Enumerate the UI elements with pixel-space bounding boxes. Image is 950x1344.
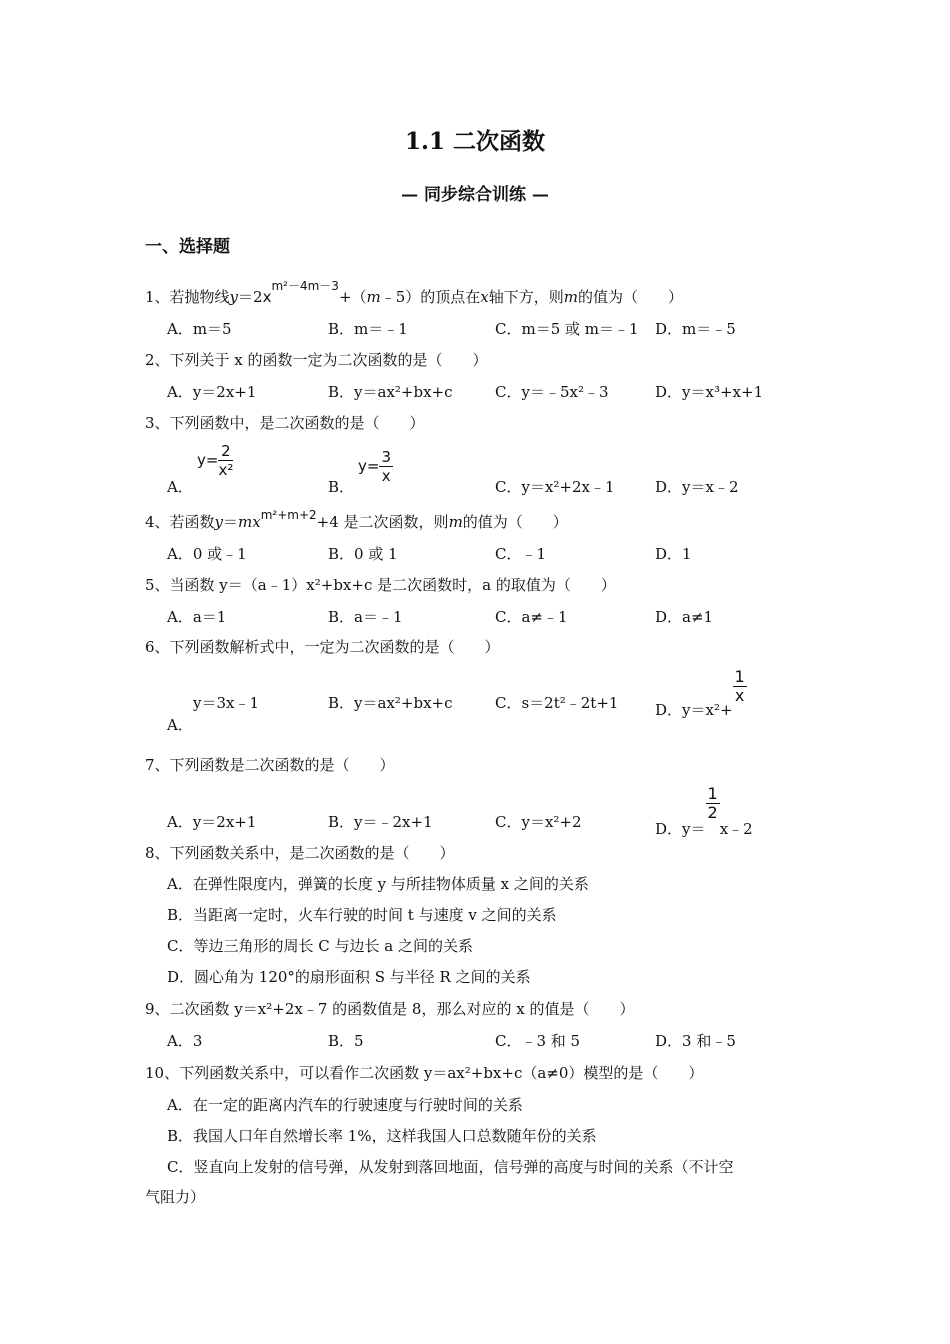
question-10: 10、下列函数关系中，可以看作二次函数 y＝ax²+bx+c（a≠0）模型的是（ ） [145, 1064, 704, 1082]
question-3: 3、下列函数中，是二次函数的是（ ） [145, 414, 425, 432]
q4-option-b: B．0 或 1 [328, 545, 398, 563]
q1-option-b: B．m＝﹣1 [328, 320, 408, 338]
q1-post3: 轴下方，则 [488, 288, 564, 306]
q5-option-d: D．a≠1 [655, 608, 714, 626]
q5-option-b: B．a＝﹣1 [328, 608, 403, 626]
q3-a-denominator: x² [218, 461, 234, 479]
q3-b-numerator: 3 [381, 448, 391, 466]
q1-x: x [480, 288, 489, 306]
question-8: 8、下列函数关系中，是二次函数的是（ ） [145, 844, 455, 862]
q8-option-d: D．圆心角为 120°的扇形面积 S 与半径 R 之间的关系 [167, 968, 531, 986]
q4-option-d: D．1 [655, 545, 692, 563]
q7-d-numerator: 1 [707, 784, 718, 803]
q9-option-c: C．﹣3 和 5 [495, 1032, 581, 1050]
q3-b-denominator: x [381, 467, 391, 485]
section-heading: 一、选择题 [145, 237, 230, 257]
question-1 [145, 279, 684, 307]
q8-option-c: C．等边三角形的周长 C 与边长 a 之间的关系 [167, 937, 473, 955]
q2-option-d: D．y＝x³+x+1 [655, 383, 764, 401]
question-5: 5、当函数 y＝（a﹣1）x²+bx+c 是二次函数时，a 的取值为（ ） [145, 576, 616, 594]
q6-option-a-label: A． [167, 716, 193, 734]
q4-m: m [448, 513, 463, 531]
question-7: 7、下列函数是二次函数的是（ ） [145, 756, 395, 774]
q4-exponent: m²+m+2 [260, 508, 317, 522]
q10-option-c-line2: 气阻力） [145, 1188, 206, 1206]
q1-option-a: A．m＝5 [167, 320, 232, 338]
q2-option-a: A．y＝2x+1 [167, 383, 257, 401]
q3-a-numerator: 2 [218, 442, 233, 461]
q1-option-d: D．m＝﹣5 [655, 320, 736, 338]
q4-option-c: C．﹣1 [495, 545, 547, 563]
q2-option-c: C．y＝﹣5x²﹣3 [495, 383, 609, 401]
q4-post: +4 是二次函数，则 [316, 513, 449, 531]
q1-post2: ﹣5）的顶点在 [380, 288, 481, 306]
q10-option-a: A．在一定的距离内汽车的行驶速度与行驶时间的关系 [167, 1096, 523, 1114]
q5-option-c: C．a≠﹣1 [495, 608, 568, 626]
q10-option-b: B．我国人口年自然增长率 1%，这样我国人口总数随年份的关系 [167, 1127, 597, 1145]
q6-d-numerator: 1 [734, 667, 745, 686]
q5-option-a: A．a＝1 [167, 608, 227, 626]
q3-option-a-formula [197, 442, 233, 479]
q2-option-b: B．y＝ax²+bx+c [328, 383, 453, 401]
q6-option-b: B．y＝ax²+bx+c [328, 694, 453, 712]
q6-option-c: C．s＝2t²﹣2t+1 [495, 694, 619, 712]
q8-option-a: A．在弹性限度内，弹簧的长度 y 与所挂物体质量 x 之间的关系 [167, 875, 589, 893]
q9-option-b: B．5 [328, 1032, 364, 1050]
q1-post4: 的值为（ ） [578, 288, 684, 306]
q3-a-y: y= [197, 451, 219, 469]
q3-option-c: C．y＝x²+2x﹣1 [495, 478, 615, 496]
q6-d-denominator: x [734, 686, 745, 705]
q1-eq: ＝2 [238, 288, 263, 306]
q4-eq: ＝ [223, 513, 239, 531]
q6-option-a: y＝3x﹣1 [193, 694, 260, 712]
q10-option-c-line1: C．竖直向上发射的信号弹，从发射到落回地面，信号弹的高度与时间的关系（不计空 [167, 1158, 734, 1176]
question-6: 6、下列函数解析式中，一定为二次函数的是（ ） [145, 638, 500, 656]
q7-d-denominator: 2 [707, 803, 718, 822]
q1-post: +（ [338, 288, 367, 306]
page-subtitle: — 同步综合训练 — [401, 185, 549, 205]
q7-option-c: C．y＝x²+2 [495, 813, 582, 831]
q1-option-c: C．m＝5 或 m＝﹣1 [495, 320, 639, 338]
page-title: 1.1 二次函数 [404, 128, 546, 155]
q6-option-d [655, 667, 747, 719]
question-4 [145, 508, 568, 532]
q4-post2: 的值为（ ） [462, 513, 568, 531]
q1-exponent: m²－4m－3 [271, 279, 339, 293]
q7-option-b: B．y＝﹣2x+1 [328, 813, 433, 831]
q3-option-d: D．y＝x﹣2 [655, 478, 739, 496]
q7-d-pre: D．y＝ [655, 819, 706, 838]
q1-m2: m [563, 288, 579, 306]
q3-option-a-label: A． [167, 478, 193, 496]
q7-option-a: A．y＝2x+1 [167, 813, 257, 831]
q4-y: y [214, 513, 224, 531]
q9-option-a: A．3 [167, 1032, 203, 1050]
question-2: 2、下列关于 x 的函数一定为二次函数的是（ ） [145, 351, 488, 369]
question-9: 9、二次函数 y＝x²+2x﹣7 的函数值是 8，那么对应的 x 的值是（ ） [145, 1000, 635, 1018]
q1-m: m [366, 288, 381, 306]
q1-y: y [229, 288, 239, 306]
q8-option-b: B．当距离一定时，火车行驶的时间 t 与速度 v 之间的关系 [167, 906, 557, 924]
q1-pre: 1、若抛物线 [145, 288, 230, 306]
q3-option-b-formula [358, 448, 393, 485]
q7-d-post: x﹣2 [719, 819, 753, 838]
q9-option-d: D．3 和﹣5 [655, 1032, 736, 1050]
q6-d-pre: D．y＝x²+ [655, 700, 733, 719]
q4-option-a: A．0 或﹣1 [167, 545, 247, 563]
q4-mx: mx [238, 513, 261, 531]
q7-option-d [655, 784, 753, 838]
q4-pre: 4、若函数 [145, 513, 215, 531]
q3-b-y: y= [358, 457, 380, 475]
q1-base: x [262, 288, 272, 306]
q3-option-b-label: B． [328, 478, 355, 496]
